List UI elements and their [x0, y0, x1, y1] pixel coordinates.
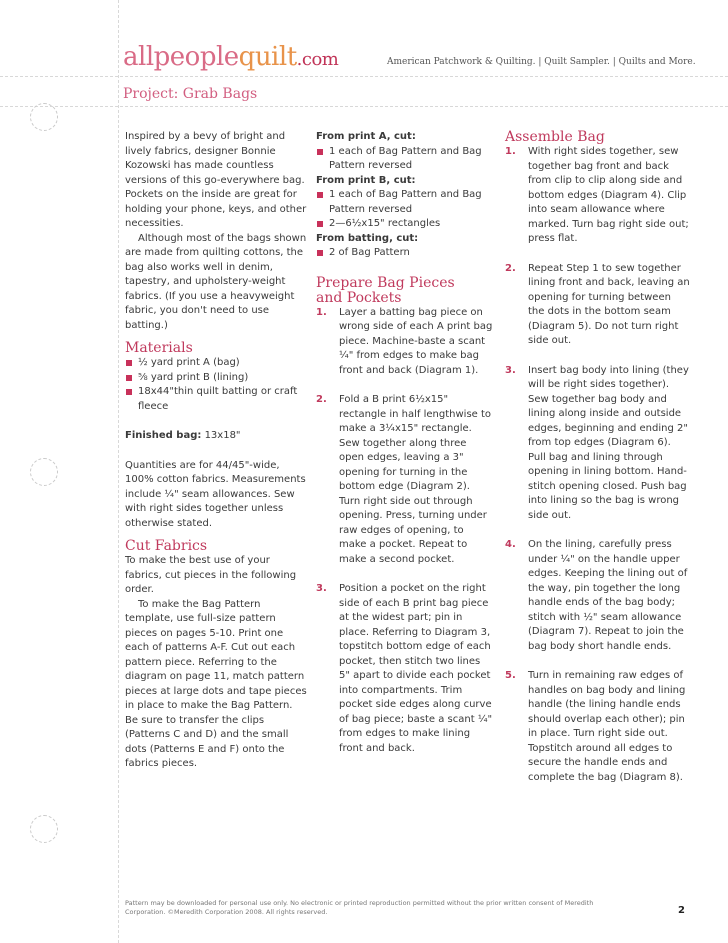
intro-paragraph: Inspired by a bevy of bright and lively fabrics, designer Bonnie Kozowski has made countless versions of this go-everywhere bag. Pockets on the inside are great for holding your phone, keys, and other necessities. [125, 131, 307, 229]
header-divider-top [0, 76, 728, 77]
list-item: ½ yard print A (bag) [125, 356, 307, 371]
cut-list [316, 145, 494, 174]
margin-guide-line [118, 0, 119, 943]
column-cutting [316, 130, 494, 756]
column-assemble [505, 130, 690, 785]
project-title: Project: Grab Bags [123, 86, 258, 102]
list-item: 2—6½x15" rectangles [316, 217, 494, 232]
step-item: 2. Repeat Step 1 to sew together lining front and back, leaving an opening for turning between the dots in the bottom seam (Diagram 5). Do not turn right side out. [505, 262, 690, 346]
cut-fabrics-heading: Cut Fabrics [125, 538, 208, 554]
cut-list [316, 188, 494, 232]
step-item: 2. Fold a B print 6½x15" rectangle in half lengthwise to make a 3¼x15" rectangle. Sew together along three open edges, leaving a 3" opening for turning in the bottom edge (Diagram 2). Turn right side out through opening. Press, turning under raw edges of opening, to make a pocket. Repeat to make a second pocket. [316, 394, 492, 565]
list-item: 1 each of Bag Pattern and Bag Pattern reversed [316, 145, 494, 174]
tagline: American Patchwork & Quilting. | Quilt Sampler. | Quilts and More. [387, 57, 696, 67]
finished-size: Finished bag: 13x18" [125, 430, 241, 441]
cut-subheading: From print A, cut: [316, 131, 416, 142]
cut-subheading: From print B, cut: [316, 174, 416, 186]
materials-heading: Materials [125, 340, 193, 356]
list-item: 1 each of Bag Pattern and Bag Pattern reversed [316, 188, 494, 217]
cut-paragraph: To make the Bag Pattern template, use full-size pattern pieces on pages 5-10. Print one each of patterns A-F. Cut out each pattern piece. Referring to the diagram on page 11, match pattern pieces at large dots and tape pieces in place to make the Bag Pattern. Be sure to transfer the clips (Patterns C and D) and the small dots (Patterns E and F) onto the fabrics pieces. [125, 598, 307, 769]
cut-list [316, 246, 494, 261]
footer-copyright: Pattern may be downloaded for personal use only. No electronic or printed reproduction permitted without the prior written consent of Meredith Corporation. ©Meredith Corporation 2008. All rights reserved. [125, 899, 594, 916]
step-item: 3. Position a pocket on the right side of each B print bag piece at the widest part; pin in place. Referring to Diagram 3, topstitch bottom edge of each pocket, then stitch two lines 5" apart to divide each pocket into compartments. Trim pocket side edges along curve of bag piece; baste a scant ¼" from edges to make lining front and back. [316, 583, 493, 754]
page-number: 2 [678, 905, 685, 916]
materials-list [125, 356, 307, 414]
list-item: 2 of Bag Pattern [316, 246, 494, 261]
step-item: 3. Insert bag body into lining (they will be right sides together). Sew together bag body and lining along inside and outside edges, beginning and ending 2" from top edges (Diagram 6). Pull bag and lining through opening in lining bottom. Hand-stitch opening closed. Push bag into lining so the bag is wrong side out. [505, 364, 689, 521]
binder-hole [30, 458, 58, 486]
column-intro [125, 130, 307, 772]
binder-hole [30, 103, 58, 131]
step-item: 1. Layer a batting bag piece on wrong side of each A print bag piece. Machine-baste a scant ¼" from edges to make bag front and back (Diagram 1). [316, 306, 493, 376]
prepare-heading: Prepare Bag Pieces and Pockets [316, 274, 455, 306]
step-item: 1. With right sides together, sew together bag front and back from clip to clip along side and bottom edges (Diagram 4). Clip into seam allowance where marked. Turn bag right side out; press flat. [505, 146, 689, 244]
list-item: ⅝ yard print B (lining) [125, 371, 307, 386]
assemble-heading: Assemble Bag [505, 129, 605, 145]
site-logo: allpeoplequilt.com [123, 42, 339, 72]
binder-hole [30, 815, 58, 843]
intro-paragraph: Although most of the bags shown are made from quilting cottons, the bag also works well in denim, tapestry, and upholstery-weight fabrics. (If you use a heavyweight fabric, you don't need to use batting.) [125, 232, 307, 331]
cut-paragraph: To make the best use of your fabrics, cut pieces in the following order. [125, 555, 297, 595]
quantities-note: Quantities are for 44/45"-wide, 100% cotton fabrics. Measurements include ¼" seam allowances. Sew with right sides together unless otherwise stated. [125, 459, 306, 529]
header-divider-bottom [0, 106, 728, 107]
step-item: 4. On the lining, carefully press under ¼" on the handle upper edges. Keeping the lining out of the way, pin together the long handle ends of the bag body; stitch with ½" seam allowance (Diagram 7). Repeat to join the bag body short handle ends. [505, 539, 688, 652]
list-item: 18x44"thin quilt batting or craft fleece [125, 385, 307, 414]
cut-subheading: From batting, cut: [316, 232, 419, 244]
step-item: 5. Turn in remaining raw edges of handles on bag body and lining handle (the lining handle ends should overlap each other); pin in place. Turn right side out. Topstitch around all edges to secure the handle ends and complete the bag (Diagram 8). [505, 670, 686, 783]
